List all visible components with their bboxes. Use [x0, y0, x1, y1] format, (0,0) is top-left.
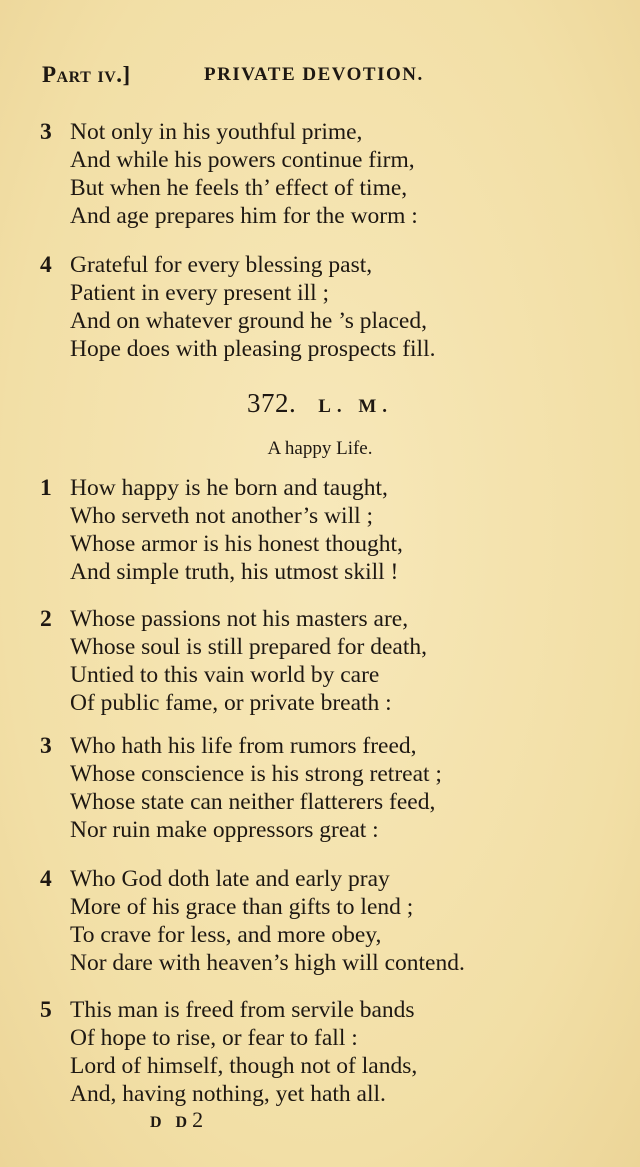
hymn-number: 372.: [246, 388, 297, 418]
stanza-number: 3: [40, 119, 52, 145]
verse-line: Of hope to rise, or fear to fall :: [70, 1025, 358, 1051]
signature-mark: [150, 1107, 207, 1133]
verse-line: Whose soul is still prepared for death,: [70, 634, 427, 660]
verse-line: Whose armor is his honest thought,: [70, 531, 403, 557]
hymn-heading: [0, 388, 640, 419]
verse-line: Grateful for every blessing past,: [70, 252, 373, 278]
stanza-number: 2: [40, 606, 52, 632]
verse-line: Not only in his youthful prime,: [70, 119, 363, 145]
stanza-4: [40, 865, 600, 977]
stanza-2: [40, 605, 600, 717]
signature-letters: D D: [150, 1114, 193, 1131]
stanza-number: 4: [40, 866, 52, 892]
hymn-subtitle: A happy Life.: [267, 438, 373, 459]
stanza-number: 4: [40, 252, 52, 278]
stanza-3: [40, 732, 600, 844]
verse-line: Who God doth late and early pray: [70, 866, 390, 892]
verse-line: Patient in every present ill ;: [70, 280, 330, 306]
verse-line: Lord of himself, though not of lands,: [70, 1053, 418, 1079]
verse-line: And, having nothing, yet hath all.: [70, 1081, 386, 1107]
verse-line: Nor dare with heaven’s high will contend.: [70, 950, 465, 976]
hymn-meter: L. M.: [318, 396, 394, 417]
stanza-5: [40, 996, 600, 1108]
stanza-prev-3: [40, 118, 600, 230]
signature-number: 2: [192, 1107, 208, 1132]
section-title: PRIVATE DEVOTION.: [204, 64, 424, 85]
verse-line: And simple truth, his utmost skill !: [70, 559, 399, 585]
verse-line: More of his grace than gifts to lend ;: [70, 894, 414, 920]
part-label: Part iv.]: [42, 62, 131, 87]
verse-line: Hope does with pleasing prospects fill.: [70, 336, 436, 362]
stanza-number: 5: [40, 997, 52, 1023]
running-header: [42, 62, 600, 96]
verse-line: Who hath his life from rumors freed,: [70, 733, 417, 759]
stanza-number: 1: [40, 475, 52, 501]
verse-line: Whose conscience is his strong retreat ;: [70, 761, 442, 787]
verse-line: And age prepares him for the worm :: [70, 203, 418, 229]
verse-line: Whose state can neither flatterers feed,: [70, 789, 436, 815]
stanza-number: 3: [40, 733, 52, 759]
verse-line: This man is freed from servile bands: [70, 997, 415, 1023]
verse-line: Untied to this vain world by care: [70, 662, 380, 688]
verse-line: How happy is he born and taught,: [70, 475, 388, 501]
verse-line: And on whatever ground he ’s placed,: [70, 308, 427, 334]
verse-line: Nor ruin make oppressors great :: [70, 817, 379, 843]
verse-line: To crave for less, and more obey,: [70, 922, 382, 948]
verse-line: Who serveth not another’s will ;: [70, 503, 374, 529]
verse-line: And while his powers continue firm,: [70, 147, 415, 173]
verse-line: Whose passions not his masters are,: [70, 606, 409, 632]
stanza-1: [40, 474, 600, 586]
verse-line: Of public fame, or private breath :: [70, 690, 392, 716]
verse-line: But when he feels th’ effect of time,: [70, 175, 408, 201]
stanza-prev-4: [40, 251, 600, 363]
